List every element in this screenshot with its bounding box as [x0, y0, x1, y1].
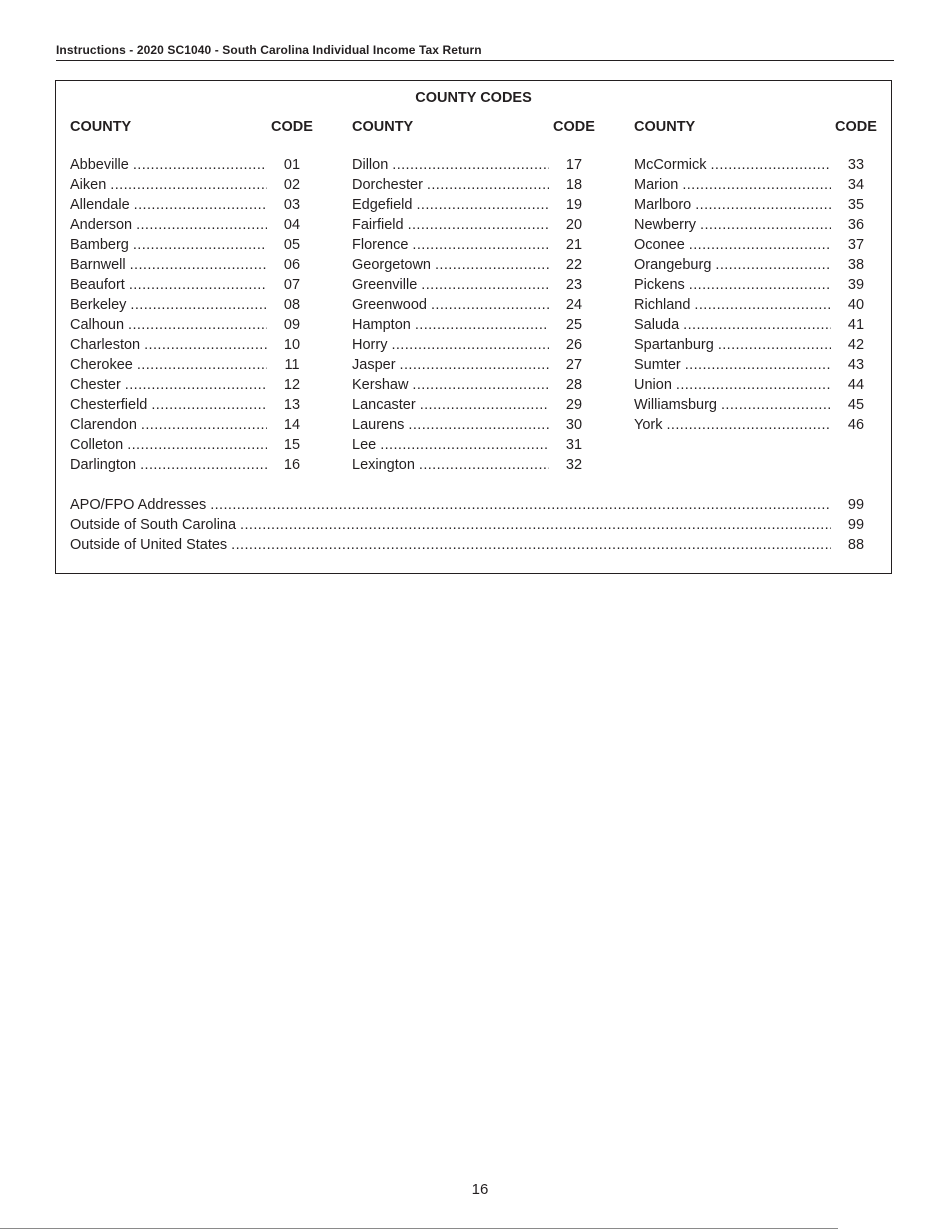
county-name: Richland — [634, 297, 691, 313]
county-name: Marion — [634, 177, 679, 193]
county-row — [352, 295, 599, 315]
county-code: 07 — [283, 277, 301, 293]
county-code: 17 — [565, 157, 583, 173]
dot-leader — [685, 355, 831, 375]
county-code: 38 — [847, 257, 865, 273]
dot-leader — [391, 335, 549, 355]
county-name: Florence — [352, 237, 409, 253]
column-header-code-1: CODE — [271, 119, 313, 135]
dot-leader — [137, 355, 267, 375]
county-name: Calhoun — [70, 317, 125, 333]
county-name: Charleston — [70, 337, 141, 353]
county-code: 10 — [283, 337, 301, 353]
county-name: Outside of South Carolina — [70, 517, 237, 533]
special-code-row — [70, 535, 881, 555]
county-name: Jasper — [352, 357, 396, 373]
county-code: 27 — [565, 357, 583, 373]
county-code: 24 — [565, 297, 583, 313]
column-header-county-1: COUNTY — [70, 119, 132, 135]
county-name: Lancaster — [352, 397, 416, 413]
county-code: 22 — [565, 257, 583, 273]
county-row — [352, 155, 599, 175]
dot-leader — [144, 335, 267, 355]
dot-leader — [412, 235, 549, 255]
county-code: 15 — [283, 437, 301, 453]
special-codes-list — [70, 495, 881, 555]
county-name: Fairfield — [352, 217, 404, 233]
column-header-code-3: CODE — [835, 119, 877, 135]
dot-leader — [231, 535, 831, 555]
dot-leader — [134, 195, 267, 215]
dot-leader — [408, 215, 549, 235]
special-code-row — [70, 515, 881, 535]
county-row — [70, 395, 317, 415]
dot-leader — [694, 295, 831, 315]
county-row — [634, 395, 881, 415]
county-name: Pickens — [634, 277, 685, 293]
county-row — [352, 435, 599, 455]
county-code: 42 — [847, 337, 865, 353]
county-row — [352, 275, 599, 295]
county-code: 88 — [847, 537, 865, 553]
county-name: Hampton — [352, 317, 411, 333]
county-row — [634, 275, 881, 295]
county-row — [70, 375, 317, 395]
county-row — [352, 335, 599, 355]
county-name: Newberry — [634, 217, 697, 233]
county-code: 46 — [847, 417, 865, 433]
county-name: Edgefield — [352, 197, 413, 213]
county-code: 04 — [283, 217, 301, 233]
county-name: Oconee — [634, 237, 685, 253]
county-name: Aiken — [70, 177, 107, 193]
county-name: Berkeley — [70, 297, 127, 313]
county-code: 41 — [847, 317, 865, 333]
county-row — [70, 335, 317, 355]
county-column-3 — [634, 155, 881, 435]
county-code: 29 — [565, 397, 583, 413]
county-name: Saluda — [634, 317, 680, 333]
county-name: Clarendon — [70, 417, 137, 433]
county-name: Laurens — [352, 417, 405, 433]
county-row — [634, 235, 881, 255]
county-row — [352, 315, 599, 335]
dot-leader — [683, 315, 831, 335]
county-name: Spartanburg — [634, 337, 714, 353]
county-code: 26 — [565, 337, 583, 353]
county-code: 36 — [847, 217, 865, 233]
footer-rule — [0, 1228, 838, 1229]
county-name: Cherokee — [70, 357, 133, 373]
county-code: 34 — [847, 177, 865, 193]
county-code: 40 — [847, 297, 865, 313]
county-row — [634, 195, 881, 215]
county-column-2 — [352, 155, 599, 475]
county-row — [70, 155, 317, 175]
dot-leader — [419, 455, 549, 475]
county-name: Darlington — [70, 457, 137, 473]
county-row — [634, 355, 881, 375]
dot-leader — [412, 375, 549, 395]
column-header-code-2: CODE — [553, 119, 595, 135]
table-title: COUNTY CODES — [415, 90, 532, 106]
county-code: 08 — [283, 297, 301, 313]
dot-leader — [715, 255, 831, 275]
county-row — [352, 235, 599, 255]
county-row — [634, 255, 881, 275]
county-row — [70, 415, 317, 435]
county-code: 11 — [284, 357, 300, 373]
county-code: 09 — [283, 317, 301, 333]
dot-leader — [210, 495, 831, 515]
county-name: Outside of United States — [70, 537, 228, 553]
dot-leader — [240, 515, 831, 535]
column-header-county-3: COUNTY — [634, 119, 696, 135]
dot-leader — [689, 235, 831, 255]
county-row — [634, 375, 881, 395]
county-row — [70, 255, 317, 275]
county-name: Horry — [352, 337, 388, 353]
dot-leader — [415, 315, 549, 335]
county-code: 44 — [847, 377, 865, 393]
county-name: Bamberg — [70, 237, 129, 253]
county-code: 03 — [283, 197, 301, 213]
county-row — [352, 215, 599, 235]
county-row — [352, 355, 599, 375]
county-name: Chester — [70, 377, 121, 393]
county-name: Georgetown — [352, 257, 431, 273]
county-name: Sumter — [634, 357, 681, 373]
dot-leader — [421, 275, 549, 295]
dot-leader — [420, 395, 549, 415]
county-name: Union — [634, 377, 672, 393]
county-row — [352, 395, 599, 415]
dot-leader — [130, 255, 267, 275]
county-row — [352, 455, 599, 475]
county-code: 45 — [847, 397, 865, 413]
county-row — [352, 195, 599, 215]
dot-leader — [151, 395, 267, 415]
dot-leader — [416, 195, 549, 215]
county-code: 01 — [283, 157, 301, 173]
dot-leader — [700, 215, 831, 235]
county-name: APO/FPO Addresses — [70, 497, 207, 513]
county-code: 99 — [847, 497, 865, 513]
county-row — [70, 175, 317, 195]
county-code: 19 — [565, 197, 583, 213]
county-row — [634, 155, 881, 175]
county-code: 20 — [565, 217, 583, 233]
county-code: 06 — [283, 257, 301, 273]
dot-leader — [721, 395, 831, 415]
county-name: Dorchester — [352, 177, 423, 193]
county-row — [70, 315, 317, 335]
county-name: Chesterfield — [70, 397, 148, 413]
county-row — [70, 295, 317, 315]
county-name: Dillon — [352, 157, 389, 173]
dot-leader — [130, 295, 267, 315]
county-row — [634, 335, 881, 355]
county-name: Kershaw — [352, 377, 409, 393]
dot-leader — [435, 255, 549, 275]
county-code: 32 — [565, 457, 583, 473]
county-code: 05 — [283, 237, 301, 253]
county-code: 14 — [283, 417, 301, 433]
county-row — [634, 315, 881, 335]
county-row — [70, 455, 317, 475]
county-code: 25 — [565, 317, 583, 333]
county-code: 16 — [283, 457, 301, 473]
dot-leader — [125, 375, 267, 395]
county-name: Abbeville — [70, 157, 129, 173]
dot-leader — [136, 215, 267, 235]
county-code: 18 — [565, 177, 583, 193]
county-code: 31 — [565, 437, 583, 453]
county-name: Williamsburg — [634, 397, 717, 413]
county-row — [70, 235, 317, 255]
county-row — [352, 375, 599, 395]
county-name: Orangeburg — [634, 257, 712, 273]
dot-leader — [427, 175, 549, 195]
county-row — [70, 195, 317, 215]
county-code: 13 — [283, 397, 301, 413]
county-column-1 — [70, 155, 317, 475]
county-name: Greenwood — [352, 297, 427, 313]
dot-leader — [682, 175, 831, 195]
dot-leader — [392, 155, 549, 175]
county-row — [70, 275, 317, 295]
county-code: 30 — [565, 417, 583, 433]
page-number: 16 — [471, 1181, 489, 1198]
header-rule — [56, 60, 894, 61]
dot-leader — [127, 435, 267, 455]
county-row — [70, 215, 317, 235]
county-code: 35 — [847, 197, 865, 213]
county-name: Marlboro — [634, 197, 692, 213]
dot-leader — [695, 195, 831, 215]
county-code: 33 — [847, 157, 865, 173]
dot-leader — [689, 275, 831, 295]
county-code: 12 — [283, 377, 301, 393]
dot-leader — [666, 415, 831, 435]
county-row — [634, 175, 881, 195]
column-header-county-2: COUNTY — [352, 119, 414, 135]
running-header: Instructions - 2020 SC1040 - South Carolina Individual Income Tax Return — [56, 43, 482, 57]
county-code: 21 — [565, 237, 583, 253]
county-code: 02 — [283, 177, 301, 193]
dot-leader — [133, 155, 267, 175]
county-name: Beaufort — [70, 277, 125, 293]
county-name: Anderson — [70, 217, 133, 233]
county-codes-table — [55, 80, 892, 574]
dot-leader — [133, 235, 267, 255]
county-code: 23 — [565, 277, 583, 293]
county-name: Lee — [352, 437, 377, 453]
dot-leader — [141, 415, 267, 435]
county-name: McCormick — [634, 157, 707, 173]
county-code: 43 — [847, 357, 865, 373]
county-name: Colleton — [70, 437, 124, 453]
county-code: 39 — [847, 277, 865, 293]
dot-leader — [408, 415, 549, 435]
dot-leader — [718, 335, 831, 355]
county-row — [70, 355, 317, 375]
county-row — [352, 175, 599, 195]
county-name: York — [634, 417, 663, 433]
dot-leader — [110, 175, 267, 195]
county-name: Allendale — [70, 197, 130, 213]
dot-leader — [128, 315, 267, 335]
county-code: 37 — [847, 237, 865, 253]
county-row — [352, 255, 599, 275]
county-name: Lexington — [352, 457, 415, 473]
special-code-row — [70, 495, 881, 515]
county-row — [634, 415, 881, 435]
county-name: Barnwell — [70, 257, 126, 273]
county-row — [634, 295, 881, 315]
dot-leader — [129, 275, 267, 295]
dot-leader — [676, 375, 831, 395]
county-code: 28 — [565, 377, 583, 393]
county-name: Greenville — [352, 277, 418, 293]
county-code: 99 — [847, 517, 865, 533]
dot-leader — [711, 155, 832, 175]
dot-leader — [140, 455, 267, 475]
dot-leader — [400, 355, 549, 375]
dot-leader — [431, 295, 549, 315]
county-row — [634, 215, 881, 235]
county-row — [352, 415, 599, 435]
dot-leader — [380, 435, 549, 455]
county-row — [70, 435, 317, 455]
